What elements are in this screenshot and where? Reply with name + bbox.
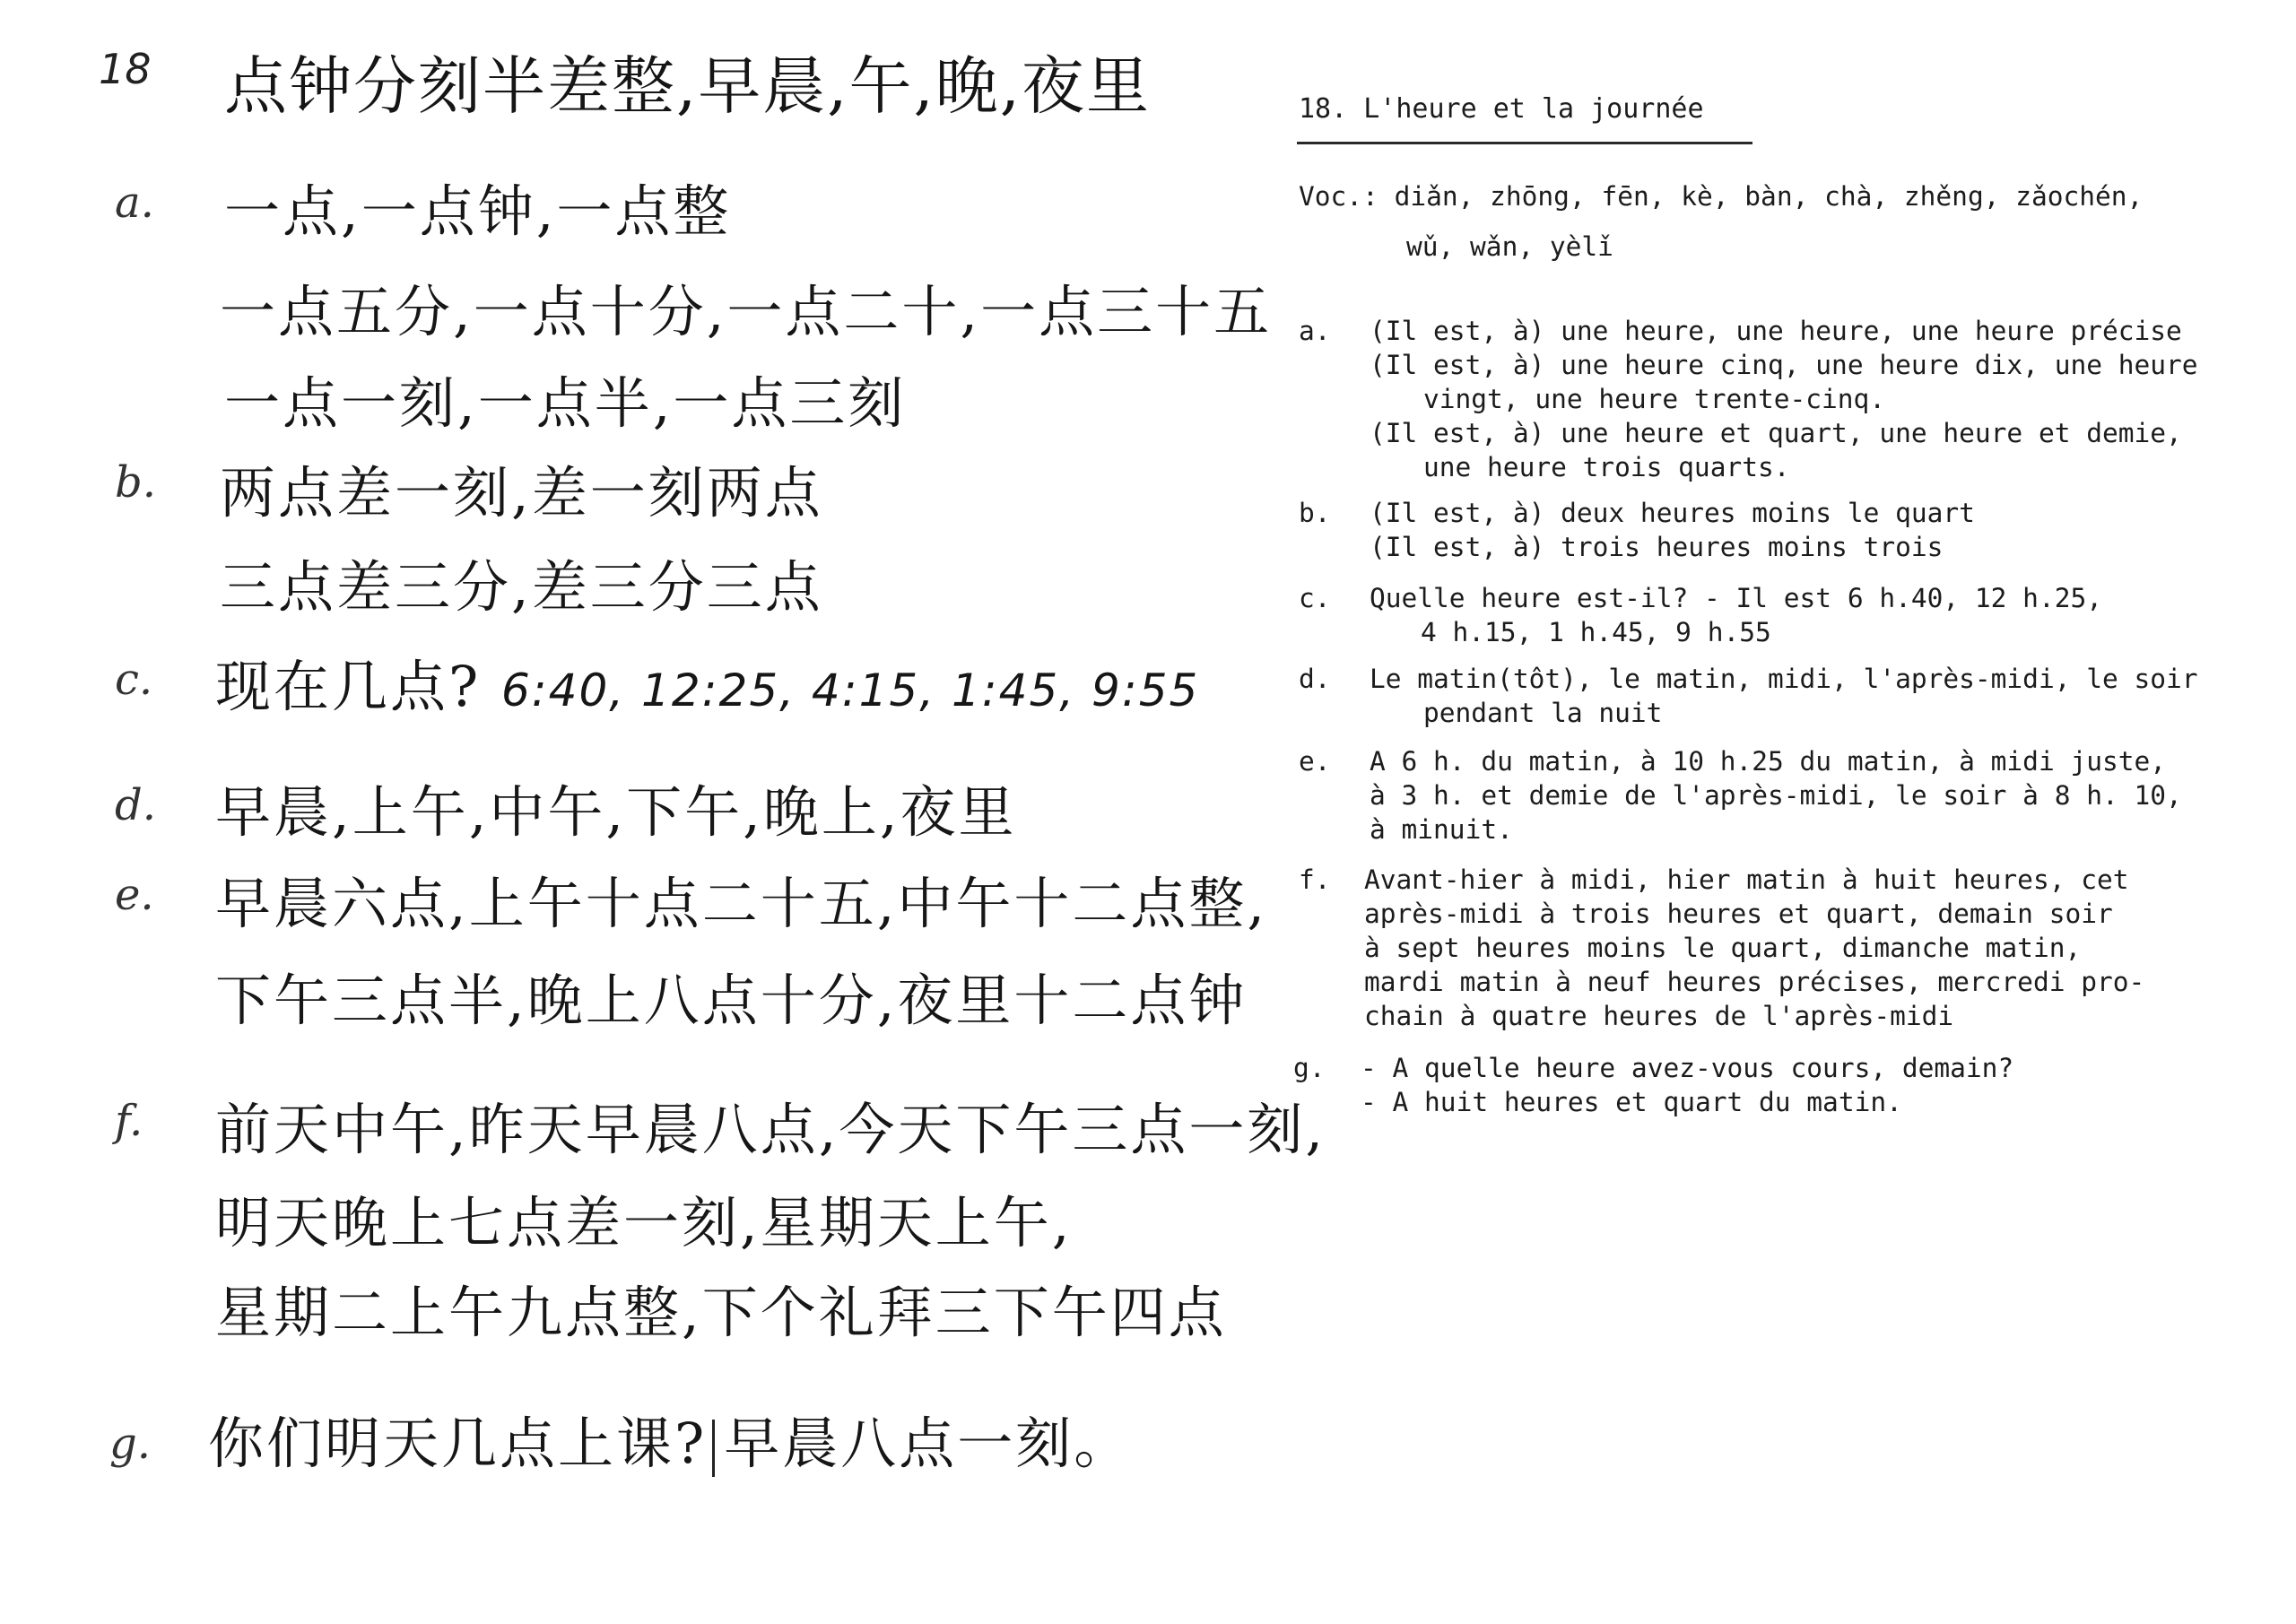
- french-section-a-line-3: vingt, une heure trente-cinq.: [1423, 384, 1886, 414]
- french-section-c-line-2: 4 h.15, 1 h.45, 9 h.55: [1421, 617, 1771, 647]
- answer-divider: [712, 1420, 715, 1477]
- chinese-section-f-line-1: 前天中午,昨天早晨八点,今天下午三点一刻,: [215, 1097, 1326, 1162]
- french-section-e-line-2: à 3 h. et demie de l'après-midi, le soir à 8 h. 10,: [1370, 780, 2182, 811]
- chinese-section-f-line-2: 明天晚上七点差一刻,星期天上午,: [215, 1190, 1073, 1255]
- french-vocabulary-line-2: wǔ, wǎn, yèlǐ: [1406, 231, 1613, 262]
- chinese-section-g-letter: g.: [109, 1419, 151, 1469]
- chinese-section-d-letter: d.: [115, 780, 156, 830]
- french-section-g-letter: g.: [1293, 1053, 1326, 1083]
- chinese-section-e-line-2: 下午三点半,晚上八点十分,夜里十二点钟: [215, 968, 1248, 1033]
- chinese-section-b-line-1: 两点差一刻,差一刻两点: [220, 460, 823, 525]
- chinese-section-f-letter: f.: [115, 1096, 144, 1146]
- french-section-b: [1370, 496, 1975, 564]
- french-section-d-letter: d.: [1299, 664, 1331, 694]
- chinese-section-b-letter: b.: [115, 457, 156, 508]
- french-section-f-line-5: chain à quatre heures de l'après-midi: [1364, 1001, 1954, 1031]
- chinese-lesson-number: 18: [99, 45, 152, 93]
- chinese-section-a-line-3: 一点一刻,一点半,一点三刻: [224, 370, 907, 436]
- chinese-section-g-answer: 早晨八点一刻。: [724, 1411, 1133, 1476]
- french-section-f-line-3: à sept heures moins le quart, dimanche matin,: [1364, 933, 2082, 963]
- chinese-section-c-letter: c.: [115, 655, 153, 705]
- french-section-c-letter: c.: [1299, 583, 1331, 613]
- french-section-g-line-1: - A quelle heure avez-vous cours, demain?: [1361, 1053, 2014, 1083]
- french-lesson-title: 18. L'heure et la journée: [1299, 93, 1704, 125]
- french-section-b-line-1: (Il est, à) deux heures moins le quart: [1370, 498, 1975, 528]
- chinese-section-a-line-2: 一点五分,一点十分,一点二十,一点三十五: [220, 279, 1273, 344]
- chinese-lesson-title: 点钟分刻半差整,早晨,午,晚,夜里: [224, 49, 1152, 123]
- chinese-section-g-line: [208, 1399, 1132, 1479]
- french-section-f-line-1: Avant-hier à midi, hier matin à huit heures, cet: [1364, 864, 2129, 895]
- french-section-d-line-2: pendant la nuit: [1423, 698, 1663, 728]
- chinese-section-c-question: 现在几点?: [215, 654, 482, 719]
- french-section-a-line-2: (Il est, à) une heure cinq, une heure dix, une heure: [1370, 350, 2198, 380]
- french-section-d-line-1: Le matin(tôt), le matin, midi, l'après-midi, le soir: [1370, 664, 2198, 694]
- french-section-a-line-5: une heure trois quarts.: [1423, 452, 1790, 482]
- french-section-f: [1364, 863, 2144, 1033]
- chinese-section-f-line-3: 星期二上午九点整,下个礼拜三下午四点: [215, 1280, 1227, 1345]
- french-section-a-line-1: (Il est, à) une heure, une heure, une heure précise: [1370, 316, 2182, 346]
- french-section-a-letter: a.: [1299, 316, 1331, 346]
- french-section-b-letter: b.: [1299, 498, 1331, 528]
- chinese-section-c-times: 6:40, 12:25, 4:15, 1:45, 9:55: [500, 664, 1200, 716]
- french-section-a: [1370, 314, 2198, 484]
- french-section-c: [1370, 581, 2102, 649]
- french-vocabulary-line-1: Voc.: diǎn, zhōng, fēn, kè, bàn, chà, zhěng, zǎochén,: [1299, 181, 2144, 212]
- french-section-g: [1361, 1051, 2013, 1119]
- chinese-section-c-line: [215, 642, 1199, 722]
- chinese-section-a-letter: a.: [115, 178, 154, 228]
- chinese-section-e-letter: e.: [115, 870, 154, 920]
- french-section-f-line-4: mardi matin à neuf heures précises, mercredi pro-: [1364, 967, 2145, 997]
- chinese-section-b-line-2: 三点差三分,差三分三点: [220, 554, 823, 620]
- french-section-f-letter: f.: [1299, 864, 1331, 895]
- chinese-section-e-line-1: 早晨六点,上午十点二十五,中午十二点整,: [215, 871, 1268, 936]
- chinese-section-g-question: 你们明天几点上课?: [208, 1411, 708, 1476]
- french-section-e-line-3: à minuit.: [1370, 814, 1513, 845]
- french-section-g-line-2: - A huit heures et quart du matin.: [1361, 1087, 1902, 1117]
- french-section-c-line-1: Quelle heure est-il? - Il est 6 h.40, 12 h.25,: [1370, 583, 2102, 613]
- french-section-b-line-2: (Il est, à) trois heures moins trois: [1370, 532, 1944, 562]
- french-section-f-line-2: après-midi à trois heures et quart, demain soir: [1364, 899, 2113, 929]
- french-section-a-line-4: (Il est, à) une heure et quart, une heure et demie,: [1370, 418, 2182, 448]
- chinese-section-a-line-1: 一点,一点钟,一点整: [224, 178, 732, 244]
- chinese-section-d-line-1: 早晨,上午,中午,下午,晚上,夜里: [215, 779, 1017, 845]
- french-section-e-letter: e.: [1299, 746, 1331, 777]
- french-title-underline: [1297, 142, 1752, 144]
- french-section-d: [1370, 662, 2198, 730]
- french-section-e-line-1: A 6 h. du matin, à 10 h.25 du matin, à midi juste,: [1370, 746, 2167, 777]
- french-section-e: [1370, 744, 2182, 847]
